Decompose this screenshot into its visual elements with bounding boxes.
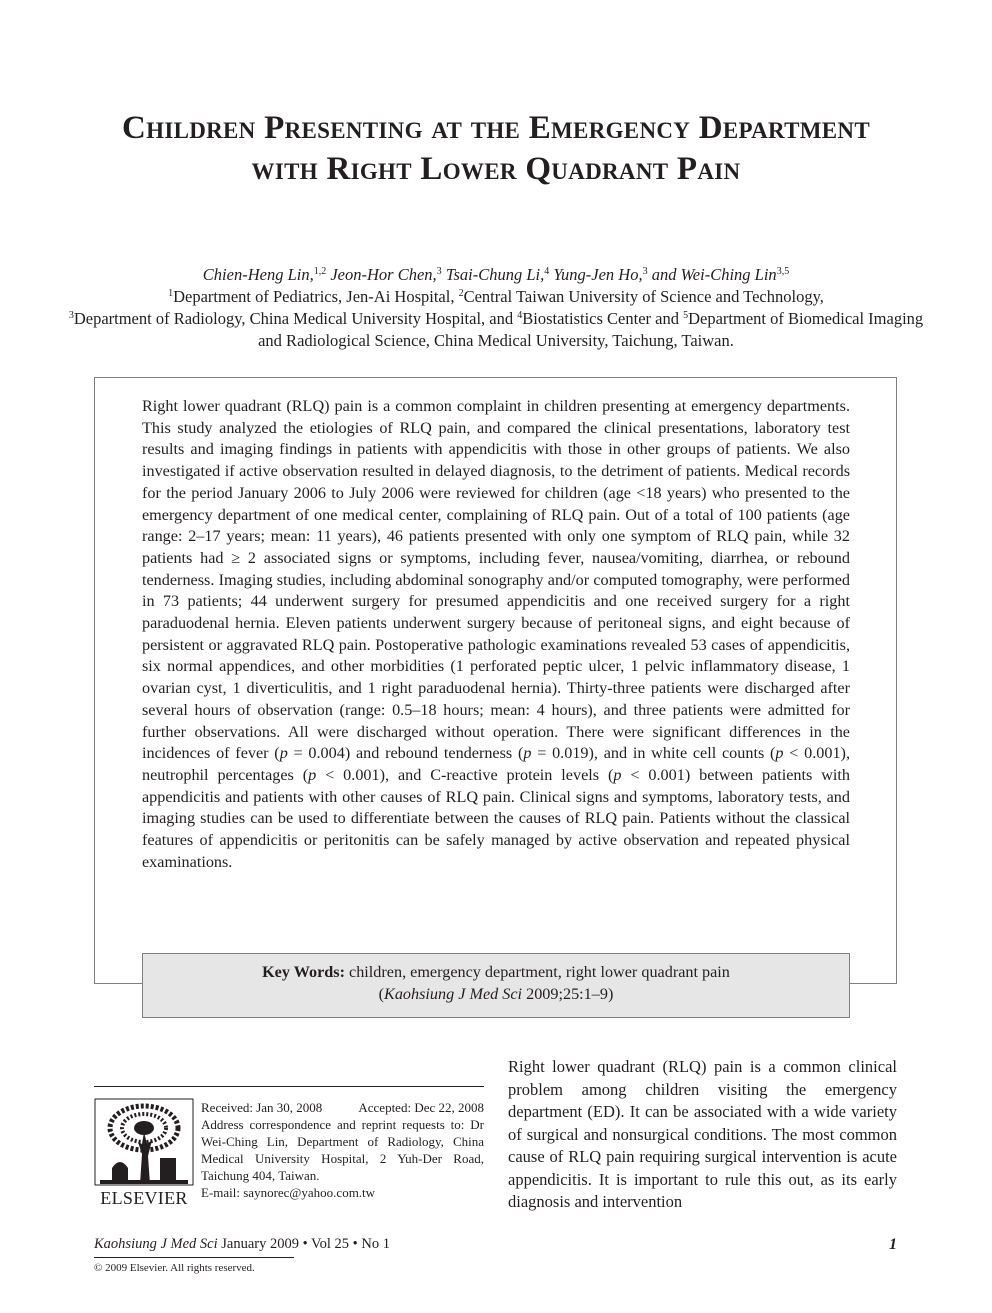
keywords-label: Key Words:: [262, 963, 345, 981]
address: Address correspondence and reprint requests to: Dr Wei-Ching Lin, Department of Radiology, China Medical University Hospital, 2 Yuh-Der Road, Taichung 404, Taiwan.: [201, 1117, 484, 1183]
page-footer: [94, 1236, 897, 1258]
keywords-box: [142, 953, 850, 1018]
copyright: © 2009 Elsevier. All rights reserved.: [94, 1262, 255, 1274]
author-list: [60, 264, 932, 286]
body-paragraph: Right lower quadrant (RLQ) pain is a common clinical problem among children visiting the emergency department (ED). It can be associated with a wide variety of surgical and nonsurgical conditions. The most common cause of RLQ pain requiring surgical intervention is acute appendicitis. It is important to rule this out, as its early diagnosis and intervention: [508, 1057, 897, 1211]
accepted-date: Accepted: Dec 22, 2008: [358, 1100, 484, 1115]
received-date: Received: Jan 30, 2008: [201, 1100, 323, 1115]
footer-divider: [94, 1257, 294, 1258]
author: Tsai-Chung Li,$^4$: [445, 265, 550, 284]
article-title: Children Presenting at the Emergency Department with Right Lower Quadrant Pain: [122, 110, 870, 187]
author: and Wei-Ching Lin$^{3,5}$: [651, 265, 790, 284]
correspondence-note: [201, 1099, 484, 1201]
author: Yung-Jen Ho,$^3$: [553, 265, 648, 284]
elsevier-wordmark: ELSEVIER: [100, 1188, 188, 1208]
keywords-terms: children, emergency department, right lower quadrant pain: [344, 963, 730, 981]
author: Chien-Heng Lin,$^{1,2}$: [202, 265, 327, 284]
author: Jeon-Hor Chen,$^3$: [330, 265, 442, 284]
journal-issue: Kaohsiung J Med Sci January 2009 • Vol 25 • No 1: [94, 1236, 390, 1252]
divider: [94, 1086, 484, 1087]
citation: (Kaohsiung J Med Sci 2009;25:1–9): [378, 985, 614, 1003]
email: E-mail: saynorec@yahoo.com.tw: [201, 1185, 376, 1200]
affiliations: $^1$Department of Pediatrics, Jen-Ai Hospital, $^2$Central Taiwan University of Science and Technology, $^3$Department of Radiology, China Medical University Hospital, and $^4$Biostatistics Center and $^5$Department of Biomedical Imaging and Radiological Science, China Medical University, Taichung, Taiwan.: [68, 287, 924, 350]
page-number: 1: [889, 1236, 897, 1253]
abstract-text: Right lower quadrant (RLQ) pain is a common complaint in children presenting at emergency departments. This study analyzed the etiologies of RLQ pain, and compared the clinical presentations, laboratory test results and imaging findings in patients with appendicitis with those in other groups of patients. We also investigated if active observation resulted in delayed diagnosis, to the detriment of patients. Medical records for the period January 2006 to July 2006 were reviewed for children (age <18 years) who presented to the emergency department of one medical center, complaining of RLQ pain. Out of a total of 100 patients (age range: 2–17 years; mean: 11 years), 46 patients presented with only one symptom of RLQ pain, while 32 patients had ≥ 2 associated signs or symptoms, including fever, nausea/vomiting, diarrhea, or rebound tenderness. Imaging studies, including abdominal sonography and/or computed tomography, were performed in 73 patients; 44 underwent surgery for presumed appendicitis and one received surgery for a right paraduodenal hernia. Eleven patients underwent surgery because of peritoneal signs, and eight because of persistent or aggravated RLQ pain. Postoperative pathologic examinations revealed 53 cases of appendicitis, six normal appendices, and other morbidities (1 perforated peptic ulcer, 1 pelvic inflammatory disease, 1 ovarian cyst, 1 diverticulitis, and 1 right paraduodenal hernia). Thirty-three patients were discharged after several hours of observation (range: 0.5–18 hours; mean: 4 hours), and three patients were admitted for further observations. All were discharged without operation. There were significant differences in the incidences of fever (p = 0.004) and rebound tenderness (p = 0.019), and in white cell counts (p < 0.001), neutrophil percentages (p < 0.001), and C-reactive protein levels (p < 0.001) between patients with appendicitis and patients with other causes of RLQ pain. Clinical signs and symptoms, laboratory tests, and imaging studies can be used to differentiate between the causes of RLQ pain. Patients without the classical features of appendicitis or peritonitis can be safely managed by active observation and repeated physical examinations.: [142, 397, 850, 871]
